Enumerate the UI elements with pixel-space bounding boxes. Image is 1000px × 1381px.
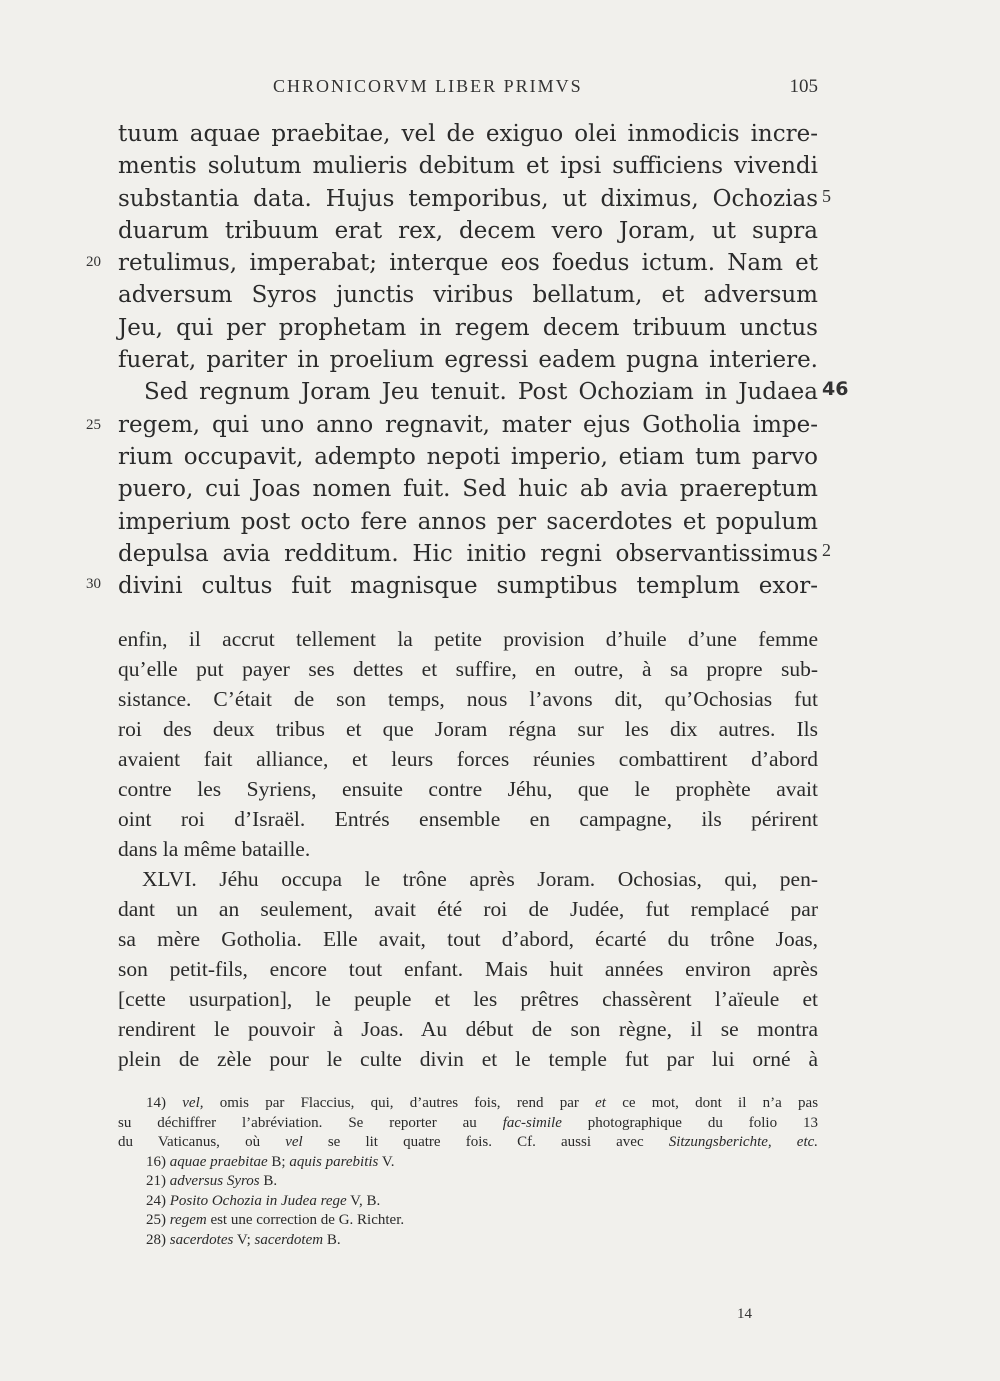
footnote [118,1153,818,1173]
footnote-text: photographique du folio 13 [587,1114,819,1131]
french-line: [cette usurpation], le peuple et les prêtres chassèrent l’aïeule et [118,987,818,1011]
footnote [118,1192,818,1212]
french-line: contre les Syriens, ensuite contre Jéhu, que le prophète avait [118,777,818,801]
line-number: 30 [86,576,101,592]
latin-line: divini cultus fuit magnisque sumptibus templum exor- [118,573,818,600]
footnote-emphasis: adversus Syros [169,1173,260,1189]
footnote-text: se lit quatre fois. Cf. aussi avec [327,1134,644,1150]
footnotes [118,1094,818,1250]
footnote-emphasis: vel, [182,1095,204,1111]
french-line: XLVI. Jéhu occupa le trône après Joram. Ochosias, qui, pen- [142,867,818,891]
latin-line: tuum aquae praebitae, vel de exiguo olei inmodicis incre- [118,121,818,147]
footnote-number: 16) [146,1153,166,1170]
latin-line: puero, cui Joas nomen fuit. Sed huic ab avia praereptum [118,476,818,503]
signature-mark: 14 [737,1306,752,1322]
footnote-number: 14) [146,1095,166,1111]
footnote-text: B; [271,1153,286,1170]
latin-line: duarum tribuum erat rex, decem vero Joram, ut supra [118,217,818,244]
footnote-text: B. [263,1173,278,1189]
footnote-text: est une correction de G. Richter. [210,1212,405,1228]
latin-text-block [118,118,818,602]
latin-line: adversum Syros junctis viribus bellatum, et adversum [118,282,818,309]
footnote-emphasis: sacerdotem [254,1231,324,1248]
footnote-text: omis par Flaccius, qui, d’autres fois, rend par [219,1095,579,1111]
french-line: dant un an seulement, avait été roi de Judée, fut remplacé par [118,897,818,921]
french-line: qu’elle put payer ses dettes et suffire, en outre, à sa propre sub- [118,657,818,681]
footnote-text: B. [326,1231,341,1248]
footnote [118,1172,818,1192]
footnote-number: 24) [146,1192,166,1209]
french-line: enfin, il accrut tellement la petite provision d’huile d’une femme [118,627,818,651]
french-line: oint roi d’Israël. Entrés ensemble en campagne, ils périrent [118,807,818,831]
french-line: sa mère Gotholia. Elle avait, tout d’abord, écarté du trône Joas, [118,927,818,951]
footnote-number: 28) [146,1231,166,1248]
folio-marker: 2 [822,540,831,560]
latin-line: rium occupavit, adempto nepoti imperio, etiam tum parvo [118,443,818,470]
footnote-emphasis: aquae praebitae [169,1153,268,1170]
footnote [118,1211,818,1231]
footnote-emphasis: et [595,1095,606,1111]
french-line: rendirent le pouvoir à Joas. Au début de son règne, il se montra [118,1017,818,1041]
folio-marker: 5 [822,186,831,206]
page-number: 105 [789,76,818,97]
latin-line: retulimus, imperabat; interque eos foedus ictum. Nam et [118,250,818,277]
running-title: CHRONICORVM LIBER PRIMVS [273,76,583,96]
footnote-emphasis: Sitzungsberichte, etc. [668,1134,819,1150]
french-line: plein de zèle pour le culte divin et le temple fut par lui orné à [118,1047,818,1071]
footnote [118,1231,818,1251]
footnote-text: du Vaticanus, où [118,1134,261,1150]
footnote-text: su déchiffrer l’abréviation. Se reporter au [118,1114,477,1131]
french-line: roi des deux tribus et que Joram régna sur les dix autres. Ils [118,717,818,741]
footnote-continuation [118,1114,818,1134]
latin-line: fuerat, pariter in proelium egressi eadem pugna interiere. [118,347,818,374]
line-number: 25 [86,417,101,433]
line-number: 20 [86,254,101,270]
footnote-emphasis: regem [169,1212,207,1228]
footnote-emphasis: Posito Ochozia in Judea rege [169,1192,347,1209]
french-translation-block [118,624,818,1074]
french-line: dans la même bataille. [118,837,311,861]
footnote-emphasis: aquis parebitis [289,1153,379,1170]
french-line: son petit-fils, encore tout enfant. Mais huit années environ après [118,957,818,981]
latin-line: mentis solutum mulieris debitum et ipsi sufficiens vivendi [118,153,818,180]
latin-line: Sed regnum Joram Jeu tenuit. Post Ochoziam in Judaea [144,379,818,406]
footnote-text: V, B. [350,1192,381,1209]
footnote-continuation [118,1133,818,1153]
chapter-marker: 46 [822,378,849,400]
footnote-text: V. [381,1153,395,1170]
french-line: avaient fait alliance, et leurs forces réunies combattirent d’abord [118,747,818,771]
footnote-emphasis: fac-simile [502,1114,562,1131]
latin-line: imperium post octo fere annos per sacerdotes et populum [118,508,818,535]
latin-line: Jeu, qui per prophetam in regem decem tribuum unctus [118,314,818,341]
latin-line: regem, qui uno anno regnavit, mater ejus Gotholia impe- [118,411,818,438]
footnote [118,1094,818,1114]
footnote-number: 25) [146,1212,166,1228]
footnote-text: ce mot, dont il n’a pas [622,1095,819,1111]
latin-line: depulsa avia redditum. Hic initio regni observantissimus [118,540,818,567]
footnote-text: V; [236,1231,251,1248]
footnote-number: 21) [146,1173,166,1189]
french-line: sistance. C’était de son temps, nous l’avons dit, qu’Ochosias fut [118,687,818,711]
footnote-emphasis: vel [285,1134,303,1150]
footnote-emphasis: sacerdotes [169,1231,234,1248]
latin-line: substantia data. Hujus temporibus, ut diximus, Ochozias [118,185,818,212]
